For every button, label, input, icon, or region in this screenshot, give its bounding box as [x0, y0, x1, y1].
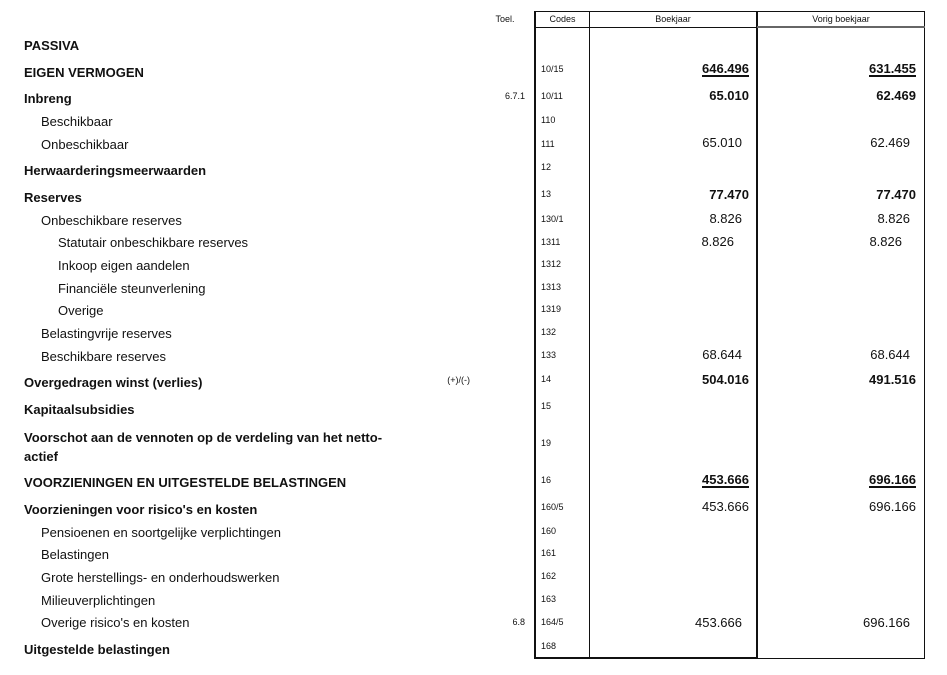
row-label-beschikbare-reserves: Beschikbare reserves [41, 349, 166, 364]
row-code: 160/5 [541, 502, 564, 512]
row-code: 19 [541, 438, 552, 448]
row-label-voorzieningen-risicos-kosten: Voorzieningen voor risico's en kosten [24, 502, 258, 517]
row-label-beschikbaar: Beschikbaar [41, 114, 113, 129]
header-toel: Toel. [495, 14, 515, 24]
row-label-reserves: Reserves [24, 190, 82, 205]
header-bottom-border-prev [757, 26, 925, 28]
row-value-previous: 696.166 [869, 472, 916, 487]
row-code: 1311 [541, 237, 561, 247]
row-value-current: 646.496 [702, 61, 749, 76]
row-code: 161 [541, 548, 557, 558]
row-label-financiele-steunverlening: Financiële steunverlening [58, 281, 206, 296]
row-code: 163 [541, 594, 557, 604]
row-code: 1319 [541, 304, 562, 314]
row-code: 12 [541, 162, 552, 172]
row-code: 133 [541, 350, 557, 360]
current-right-border [756, 11, 758, 658]
row-value-current: 8.826 [709, 211, 742, 226]
row-value-current: 453.666 [702, 472, 749, 487]
row-code: 10/11 [541, 91, 563, 101]
row-code: 1313 [541, 282, 562, 292]
row-code: 160 [541, 526, 557, 536]
row-label-pensioenen: Pensioenen en soortgelijke verplichtingen [41, 525, 281, 540]
row-toel: 6.8 [512, 617, 525, 627]
row-label-voorschot: Voorschot aan de vennoten op de verdeling van het netto- [24, 430, 383, 445]
row-code: 132 [541, 327, 557, 337]
row-label-belastingvrije-reserves: Belastingvrije reserves [41, 326, 172, 341]
row-code: 111 [541, 139, 555, 149]
row-code: 110 [541, 115, 556, 125]
row-value-previous: 631.455 [869, 61, 916, 76]
codes-left-border [534, 11, 536, 658]
row-code: 15 [541, 401, 552, 411]
header-bottom-border [534, 27, 757, 28]
row-label-overige: Overige [58, 303, 104, 318]
row-value-previous: 696.166 [863, 615, 910, 630]
header-previous-year: Vorig boekjaar [812, 14, 870, 24]
row-label-onbeschikbaar: Onbeschikbaar [41, 137, 129, 152]
row-label-passiva: PASSIVA [24, 38, 80, 53]
header-codes: Codes [549, 14, 576, 24]
row-value-current: 504.016 [702, 372, 749, 387]
row-label-inbreng: Inbreng [24, 91, 72, 106]
row-code: 130/1 [541, 214, 564, 224]
row-value-current: 453.666 [695, 615, 742, 630]
row-value-previous: 8.826 [869, 234, 902, 249]
row-toel: 6.7.1 [504, 91, 525, 101]
row-value-previous: 62.469 [870, 135, 910, 150]
row-value-current: 65.010 [709, 88, 749, 103]
row-label-overgedragen-winst: Overgedragen winst (verlies) [24, 375, 203, 390]
codes-right-border [589, 11, 590, 658]
row-label-kapitaalsubsidies: Kapitaalsubsidies [24, 402, 135, 417]
row-value-previous: 491.516 [869, 372, 916, 387]
row-code: 10/15 [541, 64, 564, 74]
row-value-previous: 696.166 [869, 499, 916, 514]
row-value-previous: 62.469 [876, 88, 916, 103]
row-value-current: 77.470 [709, 187, 749, 202]
row-label-belastingen: Belastingen [41, 547, 109, 562]
row-code: 168 [541, 641, 557, 651]
row-label-milieuverplichtingen: Milieuverplichtingen [41, 593, 156, 608]
row-value-current: 8.826 [701, 234, 734, 249]
row-label-overige-risicos-kosten: Overige risico's en kosten [41, 615, 190, 630]
row-value-previous: 8.826 [877, 211, 910, 226]
row-code: 164/5 [541, 617, 564, 627]
row-value-previous: 77.470 [876, 187, 916, 202]
previous-right-border [924, 11, 925, 659]
row-label-voorschot-line2: actief [24, 449, 58, 464]
row-label-eigen-vermogen: EIGEN VERMOGEN [24, 65, 144, 80]
row-code: 14 [541, 374, 552, 384]
header-current-year: Boekjaar [655, 14, 691, 24]
row-value-current: 65.010 [702, 135, 742, 150]
row-code: 13 [541, 189, 552, 199]
table-top-border [534, 11, 925, 12]
row-label-grote-herstellingswerken: Grote herstellings- en onderhoudswerken [41, 570, 280, 585]
row-code: 1312 [541, 259, 562, 269]
row-value-current: 453.666 [702, 499, 749, 514]
row-label-herwaarderingsmeerwaarden: Herwaarderingsmeerwaarden [24, 163, 207, 178]
table-bottom-border-prev [757, 658, 925, 659]
row-label-voorzieningen-uitgestelde-belastingen: VOORZIENINGEN EN UITGESTELDE BELASTINGEN [24, 475, 347, 490]
row-label-statutair-onbeschikbare-reserves: Statutair onbeschikbare reserves [58, 235, 249, 250]
row-code: 162 [541, 571, 557, 581]
row-value-previous: 68.644 [870, 347, 910, 362]
row-label-uitgestelde-belastingen: Uitgestelde belastingen [24, 642, 170, 657]
row-label-onbeschikbare-reserves: Onbeschikbare reserves [41, 213, 182, 228]
row-value-current: 68.644 [702, 347, 742, 362]
table-bottom-border [534, 657, 757, 659]
row-label-inkoop-eigen-aandelen: Inkoop eigen aandelen [58, 258, 190, 273]
row-code: 16 [541, 475, 552, 485]
row-toel-sign: (+)/(-) [447, 375, 470, 385]
